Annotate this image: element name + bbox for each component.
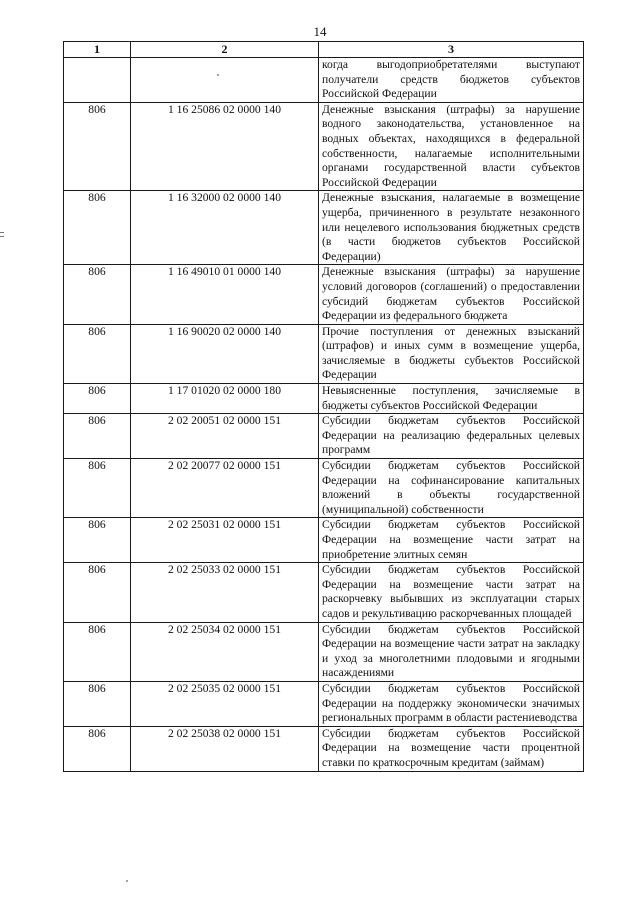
table-row [64,726,584,771]
kbk-code-cell: 1 16 25086 02 0000 140 [131,102,319,191]
table-header-row [64,42,584,58]
scan-margin-mark [0,232,4,233]
admin-code-cell: 806 [64,324,131,383]
description-cell: Субсидии бюджетам субъектов Российской Федерации на возмещение части затрат на закладку и уход за многолетними плодовыми и ягодными насаждениями [319,622,584,681]
admin-code-cell: 806 [64,265,131,324]
kbk-code-cell: 2 02 25033 02 0000 151 [131,563,319,622]
admin-code-cell: 806 [64,726,131,771]
kbk-code-cell: 1 16 49010 01 0000 140 [131,265,319,324]
table-row [64,102,584,191]
description-cell: Денежные взыскания (штрафы) за нарушение условий договоров (соглашений) о предоставлении субсидий бюджетам субъектов Российской Федерации из федерального бюджета [319,265,584,324]
admin-code-cell: 806 [64,102,131,191]
kbk-code-cell: 1 16 32000 02 0000 140 [131,191,319,265]
kbk-code-cell: 2 02 20077 02 0000 151 [131,459,319,518]
description-cell: Субсидии бюджетам субъектов Российской Федерации на возмещение части затрат на раскорчевку выбывших из эксплуатации старых садов и рекультивацию раскорчеванных площадей [319,563,584,622]
description-cell: Денежные взыскания (штрафы) за нарушение водного законодательства, установленное на водных объектах, находящихся в федеральной собственности, налагаемые исполнительными органами государственной власти субъектов Российской Федерации [319,102,584,191]
table-row [64,384,584,414]
admin-code-cell: 806 [64,563,131,622]
table-row [64,681,584,726]
page-number: 14 [313,24,327,39]
table-row [64,622,584,681]
admin-code-cell: 806 [64,384,131,414]
table-row [64,414,584,459]
kbk-code-cell: 1 17 01020 02 0000 180 [131,384,319,414]
description-cell: Субсидии бюджетам субъектов Российской Федерации на поддержку экономически значимых региональных программ в области растениеводства [319,681,584,726]
admin-code-cell: 806 [64,414,131,459]
scan-margin-mark [0,236,4,237]
description-cell: Прочие поступления от денежных взысканий (штрафов) и иных сумм в возмещение ущерба, зачисляемые в бюджеты субъектов Российской Федерации [319,324,584,383]
column-header-description: 3 [319,42,584,58]
kbk-code-cell: 2 02 25031 02 0000 151 [131,518,319,563]
description-cell: Невыясненные поступления, зачисляемые в бюджеты субъектов Российской Федерации [319,384,584,414]
admin-code-cell: 806 [64,191,131,265]
admin-code-cell: 806 [64,459,131,518]
table-row [64,191,584,265]
description-cell: Субсидии бюджетам субъектов Российской Федерации на возмещение части процентной ставки по краткосрочным кредитам (займам) [319,726,584,771]
kbk-code-cell: 2 02 25035 02 0000 151 [131,681,319,726]
description-cell: Субсидии бюджетам субъектов Российской Федерации на реализацию федеральных целевых программ [319,414,584,459]
kbk-code-cell [131,58,319,103]
kbk-code-cell: 1 16 90020 02 0000 140 [131,324,319,383]
admin-code-cell: 806 [64,622,131,681]
admin-code-cell: 806 [64,681,131,726]
table-row [64,324,584,383]
column-header-kbk: 2 [131,42,319,58]
table-row [64,518,584,563]
kbk-code-cell: 2 02 25038 02 0000 151 [131,726,319,771]
kbk-code-cell: 2 02 25034 02 0000 151 [131,622,319,681]
description-cell: Субсидии бюджетам субъектов Российской Федерации на софинансирование капитальных вложений в объекты государственной (муниципальной) собственности [319,459,584,518]
table-row [64,459,584,518]
scan-dot [126,880,128,882]
description-cell: Денежные взыскания, налагаемые в возмещение ущерба, причиненного в результате незаконного или нецелевого использования бюджетных средств (в части бюджетов субъектов Российской Федерации) [319,191,584,265]
admin-code-cell [64,58,131,103]
table-row [64,563,584,622]
column-header-admin: 1 [64,42,131,58]
admin-code-cell: 806 [64,518,131,563]
table-row [64,58,584,103]
description-cell: когда выгодоприобретателями выступают получатели средств бюджетов субъектов Российской Федерации [319,58,584,103]
kbk-code-cell: 2 02 20051 02 0000 151 [131,414,319,459]
revenue-codes-table [63,41,584,772]
table-row [64,265,584,324]
description-cell: Субсидии бюджетам субъектов Российской Федерации на возмещение части затрат на приобретение элитных семян [319,518,584,563]
